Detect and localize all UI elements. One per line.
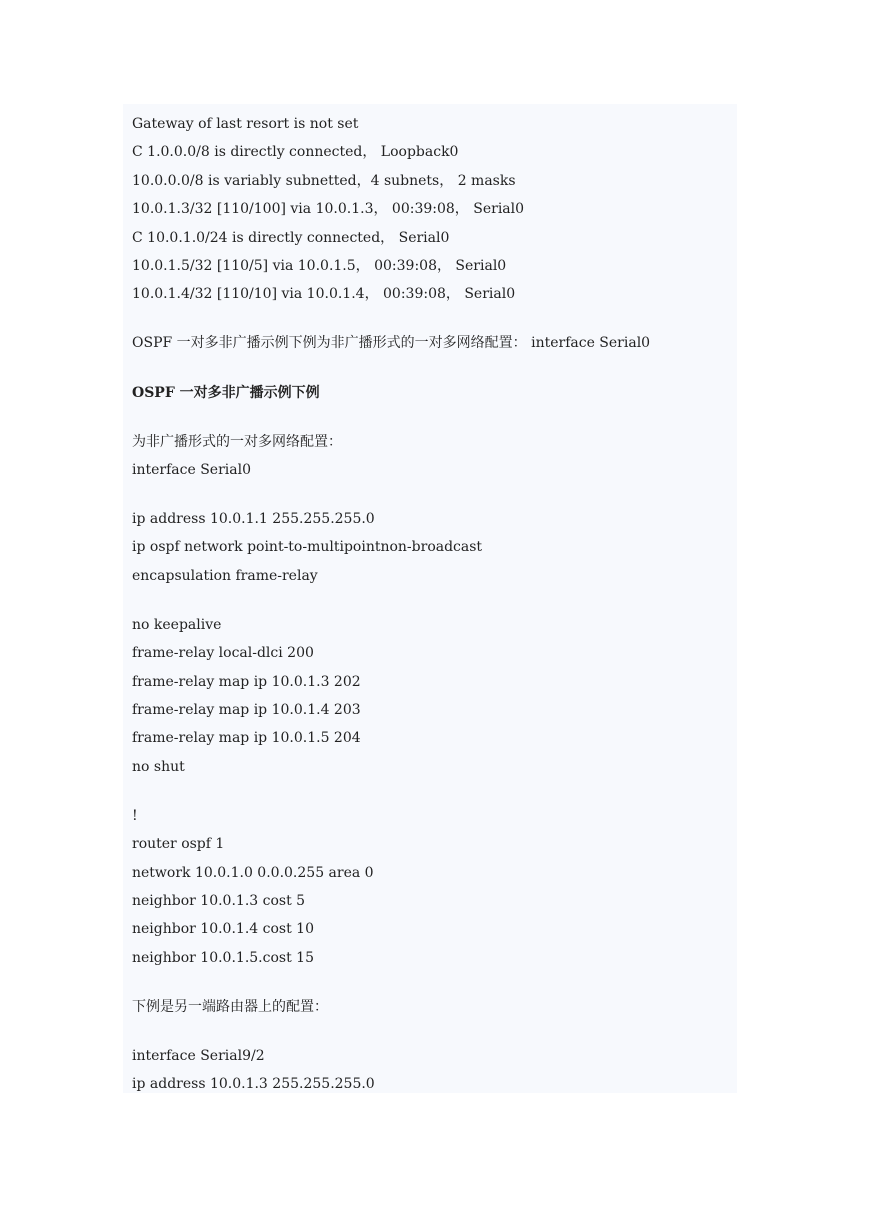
spacer <box>132 1021 732 1042</box>
config-line: ip address 10.0.1.1 255.255.255.0 <box>132 511 375 528</box>
config-line: neighbor 10.0.1.3 cost 5 <box>132 892 306 909</box>
config-block-ospf <box>132 802 732 972</box>
config-line: frame-relay map ip 10.0.1.4 203 <box>132 702 361 719</box>
spacer <box>132 358 732 379</box>
section-heading: OSPF 一对多非广播示例下例 <box>132 384 320 401</box>
config-intro: 为非广播形式的一对多网络配置： <box>132 433 342 450</box>
config-line: router ospf 1 <box>132 836 225 853</box>
interface-line: interface Serial0 <box>132 462 251 479</box>
gateway-line: Gateway of last resort is not set <box>132 116 359 132</box>
spacer <box>132 590 732 611</box>
config-line: network 10.0.1.0 0.0.0.255 area 0 <box>132 864 374 881</box>
config-line: no keepalive <box>132 616 222 633</box>
config-line: frame-relay local-dlci 200 <box>132 645 314 662</box>
route-line: 10.0.0.0/8 is variably subnetted，4 subnets， 2 masks <box>132 172 516 189</box>
config-line: no shut <box>132 758 185 775</box>
spacer <box>132 484 732 505</box>
route-line: 10.0.1.3/32 [110/100] via 10.0.1.3， 00:39:08， Serial0 <box>132 201 525 218</box>
config-block-frame-relay <box>132 611 732 781</box>
config-line: ! <box>132 807 138 824</box>
config-line: neighbor 10.0.1.4 cost 10 <box>132 921 314 938</box>
other-router-intro: 下例是另一端路由器上的配置： <box>132 998 328 1015</box>
spacer <box>132 972 732 993</box>
config-line: encapsulation frame-relay <box>132 567 318 584</box>
config-line: ip ospf network point-to-multipointnon-broadcast <box>132 539 483 556</box>
routing-table-output <box>132 110 732 309</box>
config-line: ip address 10.0.1.3 255.255.255.0 <box>132 1076 375 1093</box>
config-line: frame-relay map ip 10.0.1.5 204 <box>132 730 361 747</box>
intro-paragraph: OSPF 一对多非广播示例下例为非广播形式的一对多网络配置： interface Serial0 <box>132 335 651 352</box>
config-block-interface <box>132 505 732 590</box>
spacer <box>132 309 732 330</box>
config-line: frame-relay map ip 10.0.1.3 202 <box>132 673 361 690</box>
spacer <box>132 407 732 428</box>
document-content <box>132 110 732 1098</box>
spacer <box>132 781 732 802</box>
config-line: interface Serial9/2 <box>132 1047 265 1064</box>
config-line: neighbor 10.0.1.5.cost 15 <box>132 949 314 966</box>
route-line: 10.0.1.4/32 [110/10] via 10.0.1.4， 00:39:08， Serial0 <box>132 286 516 303</box>
route-line: C 1.0.0.0/8 is directly connected， Loopback0 <box>132 144 459 161</box>
config-block-other-router <box>132 1042 732 1099</box>
route-line: 10.0.1.5/32 [110/5] via 10.0.1.5， 00:39:08， Serial0 <box>132 257 507 274</box>
route-line: C 10.0.1.0/24 is directly connected， Serial0 <box>132 229 450 246</box>
